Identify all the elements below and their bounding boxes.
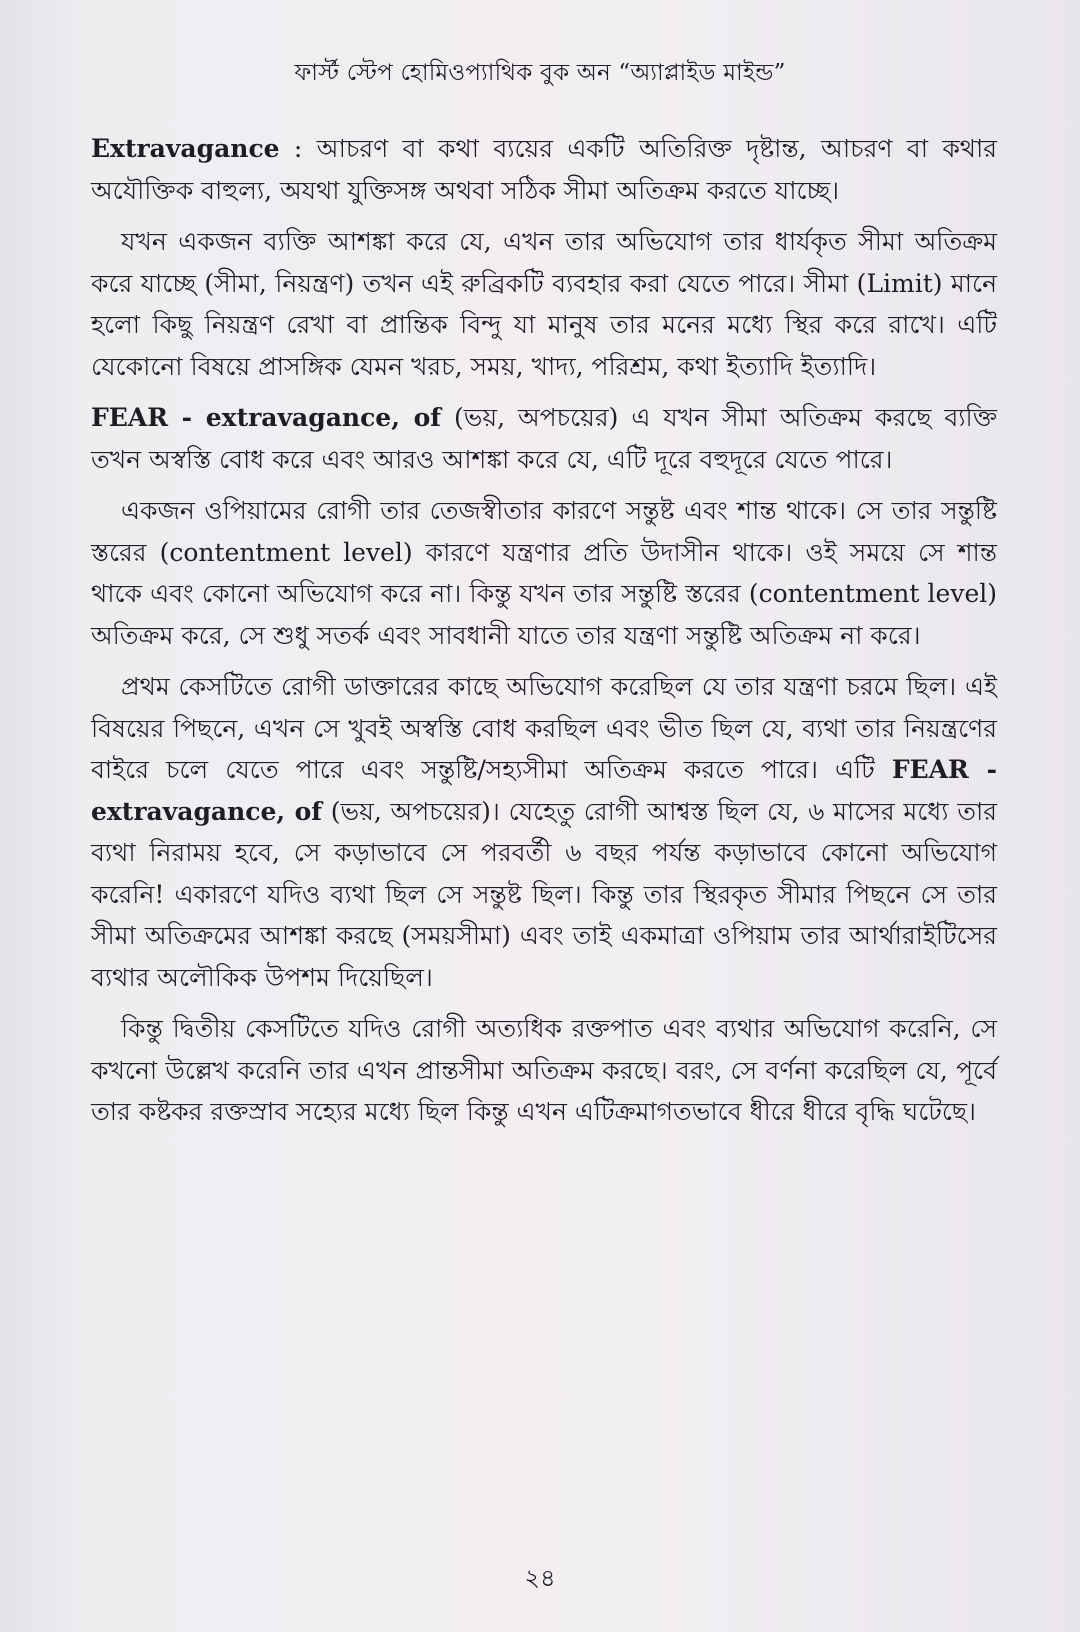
paragraph-text: : আচরণ বা কথা ব্যয়ের একটি অতিরিক্ত দৃষ্টান্ত, আচরণ বা কথার অযৌক্তিক বাহুল্য, অযথা যুক্তিসঙ্গ অথবা সঠিক সীমা অতিক্রম করতে যাচ্ছে।: [91, 134, 997, 205]
page-body: [91, 128, 997, 1143]
paragraph-limit-explanation: [91, 221, 997, 387]
paragraph-second-case: [91, 1008, 997, 1133]
paragraph-text: প্রথম কেসটিতে রোগী ডাক্তারের কাছে অভিযোগ করেছিল যে তার যন্ত্রণা চরমে ছিল। এই বিষয়ের পিছনে, এখন সে খুবই অস্বস্তি বোধ করছিল এবং ভীত ছিল যে, ব্যথা তার নিয়ন্ত্রণের বাইরে চলে যেতে পারে এবং সন্তুষ্টি/সহ্যসীমা অতিক্রম করতে পারে। এটি: [91, 672, 997, 784]
rubric-term: FEAR - extravagance, of: [91, 403, 442, 432]
rubric-term: FEAR - extravagance, of: [91, 755, 997, 826]
page-number: ২৪: [524, 1564, 556, 1592]
paragraph-text: একজন ওপিয়ামের রোগী তার তেজস্বীতার কারণে সন্তুষ্ট এবং শান্ত থাকে। সে তার সন্তুষ্টি স্তরের (contentment level) কারণে যন্ত্রণার প্রতি উদাসীন থাকে। ওই সময়ে সে শান্ত থাকে এবং কোনো অভিযোগ করে না। কিন্তু যখন তার সন্তুষ্টি স্তরের (contentment level) অতিক্রম করে, সে শুধু সতর্ক এবং সাবধানী যাতে তার যন্ত্রণা সন্তুষ্টি অতিক্রম না করে।: [91, 496, 997, 650]
paragraph-text: যখন একজন ব্যক্তি আশঙ্কা করে যে, এখন তার অভিযোগ তার ধার্যকৃত সীমা অতিক্রম করে যাচ্ছে (সীমা, নিয়ন্ত্রণ) তখন এই রুব্রিকটি ব্যবহার করা যেতে পারে। সীমা (Limit) মানে হলো কিছু নিয়ন্ত্রণ রেখা বা প্রান্তিক বিন্দু যা মানুষ তার মনের মধ্যে স্থির করে রাখে। এটি যেকোনো বিষয়ে প্রাসঙ্গিক যেমন খরচ, সময়, খাদ্য, পরিশ্রম, কথা ইত্যাদি ইত্যাদি।: [91, 227, 997, 381]
paragraph-text: (ভয়, অপচয়ের) এ যখন সীমা অতিক্রম করছে ব্যক্তি তখন অস্বস্তি বোধ করে এবং আরও আশঙ্কা করে যে, এটি দূরে বহুদূরে যেতে পারে।: [91, 403, 997, 474]
paragraph-opium-patient: [91, 490, 997, 656]
rubric-term: Extravagance: [91, 134, 280, 163]
paragraph-first-case: [91, 666, 997, 998]
paragraph-text: (ভয়, অপচয়ের)। যেহেতু রোগী আশ্বস্ত ছিল যে, ৬ মাসের মধ্যে তার ব্যথা নিরাময় হবে, সে কড়াভাবে সে পরবর্তী ৬ বছর পর্যন্ত কড়াভাবে কোনো অভিযোগ করেনি! একারণে যদিও ব্যথা ছিল সে সন্তুষ্ট ছিল। কিন্তু তার স্থিরকৃত সীমার পিছনে সে তার সীমা অতিক্রমের আশঙ্কা করছে (সময়সীমা) এবং তাই একমাত্রা ওপিয়াম তার আর্থারাইটিসের ব্যথার অলৌকিক উপশম দিয়েছিল।: [91, 796, 997, 992]
paragraph-text: কিন্তু দ্বিতীয় কেসটিতে যদিও রোগী অত্যধিক রক্তপাত এবং ব্যথার অভিযোগ করেনি, সে কখনো উল্লেখ করেনি তার এখন প্রান্তসীমা অতিক্রম করছে। বরং, সে বর্ণনা করেছিল যে, পূর্বে তার কষ্টকর রক্তস্রাব সহ্যের মধ্যে ছিল কিন্তু এখন এটিক্রমাগতভাবে ধীরে ধীরে বৃদ্ধি ঘটেছে।: [91, 1014, 997, 1126]
paragraph-fear-extravagance: [91, 397, 997, 480]
running-header: ফার্স্ট স্টেপ হোমিওপ্যাথিক বুক অন “অ্যাপ্লাইড মাইন্ড”: [294, 60, 786, 86]
paragraph-extravagance-definition: [91, 128, 997, 211]
